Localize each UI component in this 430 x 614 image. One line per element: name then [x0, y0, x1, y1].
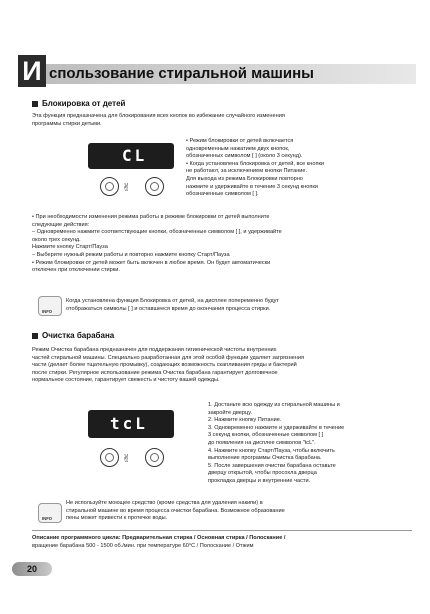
text-line: дверцу открытой, чтобы просохла дверца: [208, 470, 317, 477]
page-number: 20: [26, 564, 37, 574]
text-line: следующие действия:: [32, 221, 90, 228]
text-line: Режим Очистка барабана предназначен для поддержания гигиенической чистоты внутренних: [32, 347, 277, 353]
text-line: не работают, за исключением кнопки Питание.: [186, 168, 308, 175]
lock-symbol-icon: [150, 453, 159, 462]
text-line: до появления на дисплее символов "tcL".: [208, 439, 316, 446]
child-lock-note: [66, 298, 279, 313]
text-line: пены может привести к протечке воды.: [66, 515, 168, 522]
note-label: INFO: [42, 309, 53, 314]
text-line: отключен при отключении стирки.: [32, 267, 120, 274]
text-line: Эта функция предназначена для блокирования всех кнопок во избежание случайного изменения: [32, 113, 285, 119]
text-line: обозначенные символом [ ].: [186, 191, 259, 198]
section-bullet: [32, 101, 38, 107]
text-line: • Режим блокировки от детей включается: [186, 138, 294, 144]
text-line: нажмите и удерживайте в течение 3 секунд кнопки: [186, 183, 318, 190]
text-line: одновременным нажатием двух кнопок,: [186, 145, 290, 152]
drum-clean-note: [66, 500, 285, 523]
section-title-child-lock: Блокировка от детей: [42, 99, 126, 108]
text-line: 3 секунд кнопки, обозначенные символом [ ]: [208, 432, 324, 439]
text-line: • Режим блокировки от детей может быть включен в любое время. Он будет автоматически: [32, 259, 271, 266]
drum-clean-intro: [32, 347, 304, 385]
header-letter: И: [22, 56, 42, 86]
section-title-drum-clean: Очистка барабана: [42, 331, 115, 340]
text-line: частей стиральной машины. Специально разработанная для этой особой функции удаляет загрязнения: [32, 354, 305, 361]
text-line: Для выхода из режима Блокировки повторно: [186, 175, 303, 182]
text-line: стиральной машине во время процесса очистки барабана. Возможное образование: [66, 507, 285, 514]
text-line: Когда установлена функция Блокировка от детей, на дисплее попеременно будут: [66, 298, 279, 304]
text-line: Описание программного цикла: Предварительная стирка / Основная стирка / Полоскание /: [32, 535, 286, 541]
text-line: Не используйте моющее средство (кроме средства для удаления накипи) в: [66, 500, 263, 506]
text-line: нормальное состояние, гарантирует свежесть и чистоту вашей одежды.: [32, 377, 220, 384]
child-lock-intro: [32, 113, 285, 128]
text-line: отображаться символы [ ] и оставшееся время до окончания процесса стирки.: [66, 305, 271, 312]
text-line: • При необходимости изменения режима работы в режиме блокировки от детей выполните: [32, 214, 270, 220]
text-line: 5. После завершения очистки барабана оставьте: [208, 462, 336, 469]
lock-symbol-icon: [105, 453, 114, 462]
text-line: обозначенных символом [ ] (около 3 секунд).: [186, 153, 303, 160]
text-line: закройте дверцу.: [208, 409, 253, 416]
text-line: 1. Достаньте всю одежду из стиральной машины и: [208, 402, 340, 408]
text-line: – Выберите нужный режим работы и повторно нажмите кнопку Старт/Пауза: [32, 251, 230, 258]
text-line: части (делает более тщательную промывку), создающих возможность скапливания гряды и бактерий: [32, 362, 297, 369]
text-line: программы стирки детьми.: [32, 120, 102, 127]
child-lock-bullets: [186, 138, 324, 199]
text-line: около трех секунд.: [32, 236, 81, 243]
page-title: спользование стиральной машины: [49, 65, 314, 82]
lcd-display-text: tcL: [110, 414, 148, 433]
text-line: вращение барабана 500 - 1500 об./мин. при температуре 60°C / Полоскание / Отжим: [32, 542, 254, 549]
section-bullet: [32, 333, 38, 339]
note-label: INFO: [42, 516, 53, 521]
child-lock-extra: [32, 214, 282, 275]
text-line: • Когда установлена блокировка от детей, все кнопки: [186, 160, 325, 167]
text-line: – Одновременно нажмите соответствующие кнопки, обозначенные символом [ ], и удерживайте: [32, 229, 282, 236]
divider: [32, 530, 412, 531]
text-line: 4. Нажмите кнопку Старт/Пауза, чтобы включить: [208, 447, 335, 454]
cycle-description: [32, 535, 285, 550]
text-line: Нажмите кнопку Старт/Пауза: [32, 244, 108, 251]
drum-clean-steps: [208, 402, 344, 486]
text-line: 3. Одновременно нажмите и удерживайте в течение: [208, 424, 345, 431]
press-fingers-icon: ✌: [122, 182, 132, 194]
text-line: после стирки. Регулярное использование режима Очистка барабана гарантирует долговечное: [32, 369, 278, 376]
press-fingers-icon: ✌: [122, 453, 132, 465]
text-line: выполнение программы Очистка барабана.: [208, 455, 322, 462]
text-line: 2. Нажмите кнопку Питание.: [208, 417, 282, 424]
lcd-display-text: CL: [122, 146, 148, 165]
lock-symbol-icon: [150, 182, 159, 191]
lock-symbol-icon: [105, 182, 114, 191]
text-line: прокладка дверцы и внутренние части.: [208, 477, 311, 484]
